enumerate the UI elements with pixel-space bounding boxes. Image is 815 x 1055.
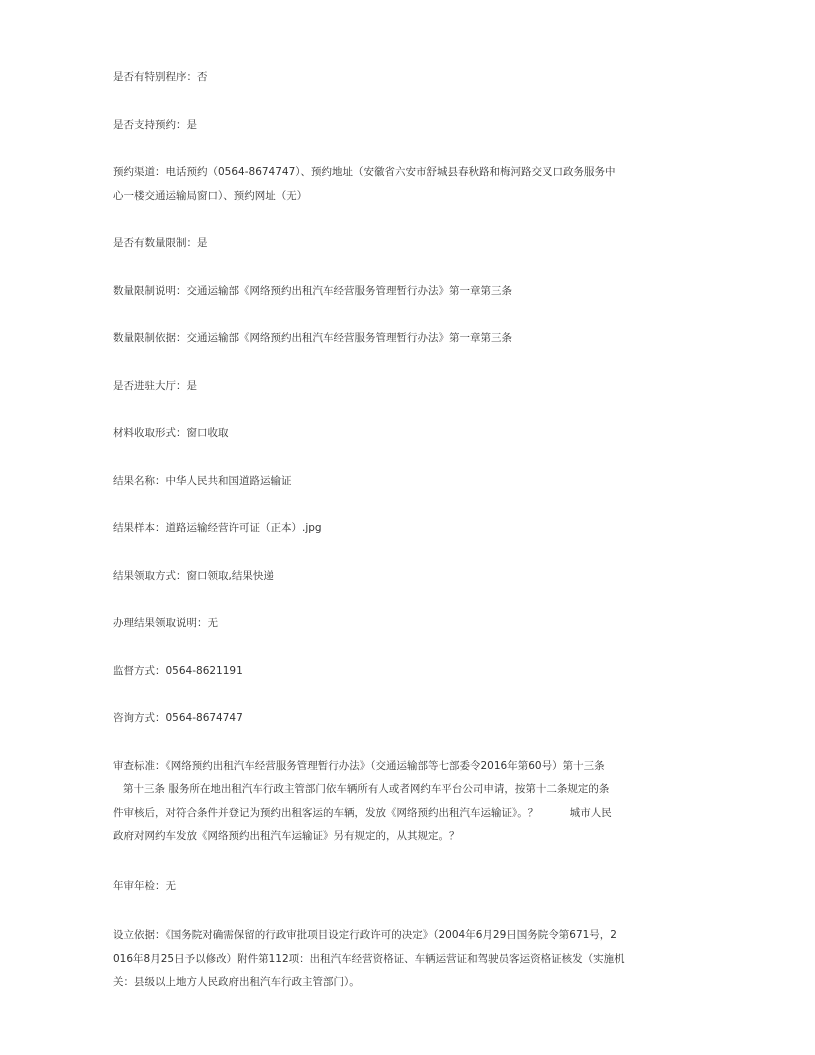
reservation-channel-line-2: 心一楼交通运输局窗口）、预约网址（无） (113, 189, 308, 202)
reservation-channel-paragraph (113, 161, 691, 208)
legal-basis-line-1: 设立依据：《国务院对确需保留的行政审批项目设定行政许可的决定》（2004年6月29日国务院令第671号，2 (113, 929, 617, 941)
in-hall-line: 是否进驻大厅：是 (113, 379, 197, 392)
result-sample-line: 结果样本：道路运输经营许可证（正本）.jpg (113, 522, 322, 534)
legal-basis-line-3: 关：县级以上地方人民政府出租汽车行政主管部门）。 (113, 976, 360, 988)
special-procedure-line: 是否有特别程序：否 (113, 71, 208, 83)
supervision-line: 监督方式：0564-8621191 (113, 664, 243, 677)
review-standard-line-3: 件审核后，对符合条件并登记为预约出租客运的车辆，发放《网络预约出租汽车运输证》。？ 城市人民 (113, 806, 612, 819)
support-reservation-line: 是否支持预约：是 (113, 118, 197, 131)
result-name-line: 结果名称：中华人民共和国道路运输证 (113, 474, 292, 487)
quantity-limit-desc-line: 数量限制说明：交通运输部《网络预约出租汽车经营服务管理暂行办法》第一章第三条 (113, 284, 512, 297)
review-standard-line-4: 政府对网约车发放《网络预约出租汽车运输证》另有规定的，从其规定。？ (113, 830, 460, 842)
review-standard-line-2: 第十三条 服务所在地出租汽车行政主管部门依车辆所有人或者网约车平台公司申请，按第十二条规定的条 (123, 783, 610, 795)
material-collection-line: 材料收取形式：窗口收取 (113, 427, 229, 439)
legal-basis-paragraph (113, 924, 691, 995)
result-pickup-line: 结果领取方式：窗口领取,结果快递 (113, 569, 274, 582)
quantity-limit-basis-line: 数量限制依据：交通运输部《网络预约出租汽车经营服务管理暂行办法》第一章第三条 (113, 332, 512, 344)
result-pickup-desc-line: 办理结果领取说明：无 (113, 617, 218, 629)
document-page (113, 66, 691, 995)
review-standard-paragraph (113, 755, 691, 849)
consultation-line: 咨询方式：0564-8674747 (113, 712, 243, 724)
quantity-limit-line: 是否有数量限制：是 (113, 237, 208, 249)
annual-inspection-line: 年审年检：无 (113, 879, 176, 892)
reservation-channel-line-1: 预约渠道：电话预约（0564-8674747）、预约地址（安徽省六安市舒城县春秋路和梅河路交叉口政务服务中 (113, 166, 616, 178)
legal-basis-line-2: 016年8月25日予以修改）附件第112项：出租汽车经营资格证、车辆运营证和驾驶员客运资格证核发（实施机 (113, 952, 625, 965)
review-standard-line-1: 审查标准：《网络预约出租汽车经营服务管理暂行办法》（交通运输部等七部委令2016年第60号）第十三条 (113, 759, 605, 772)
